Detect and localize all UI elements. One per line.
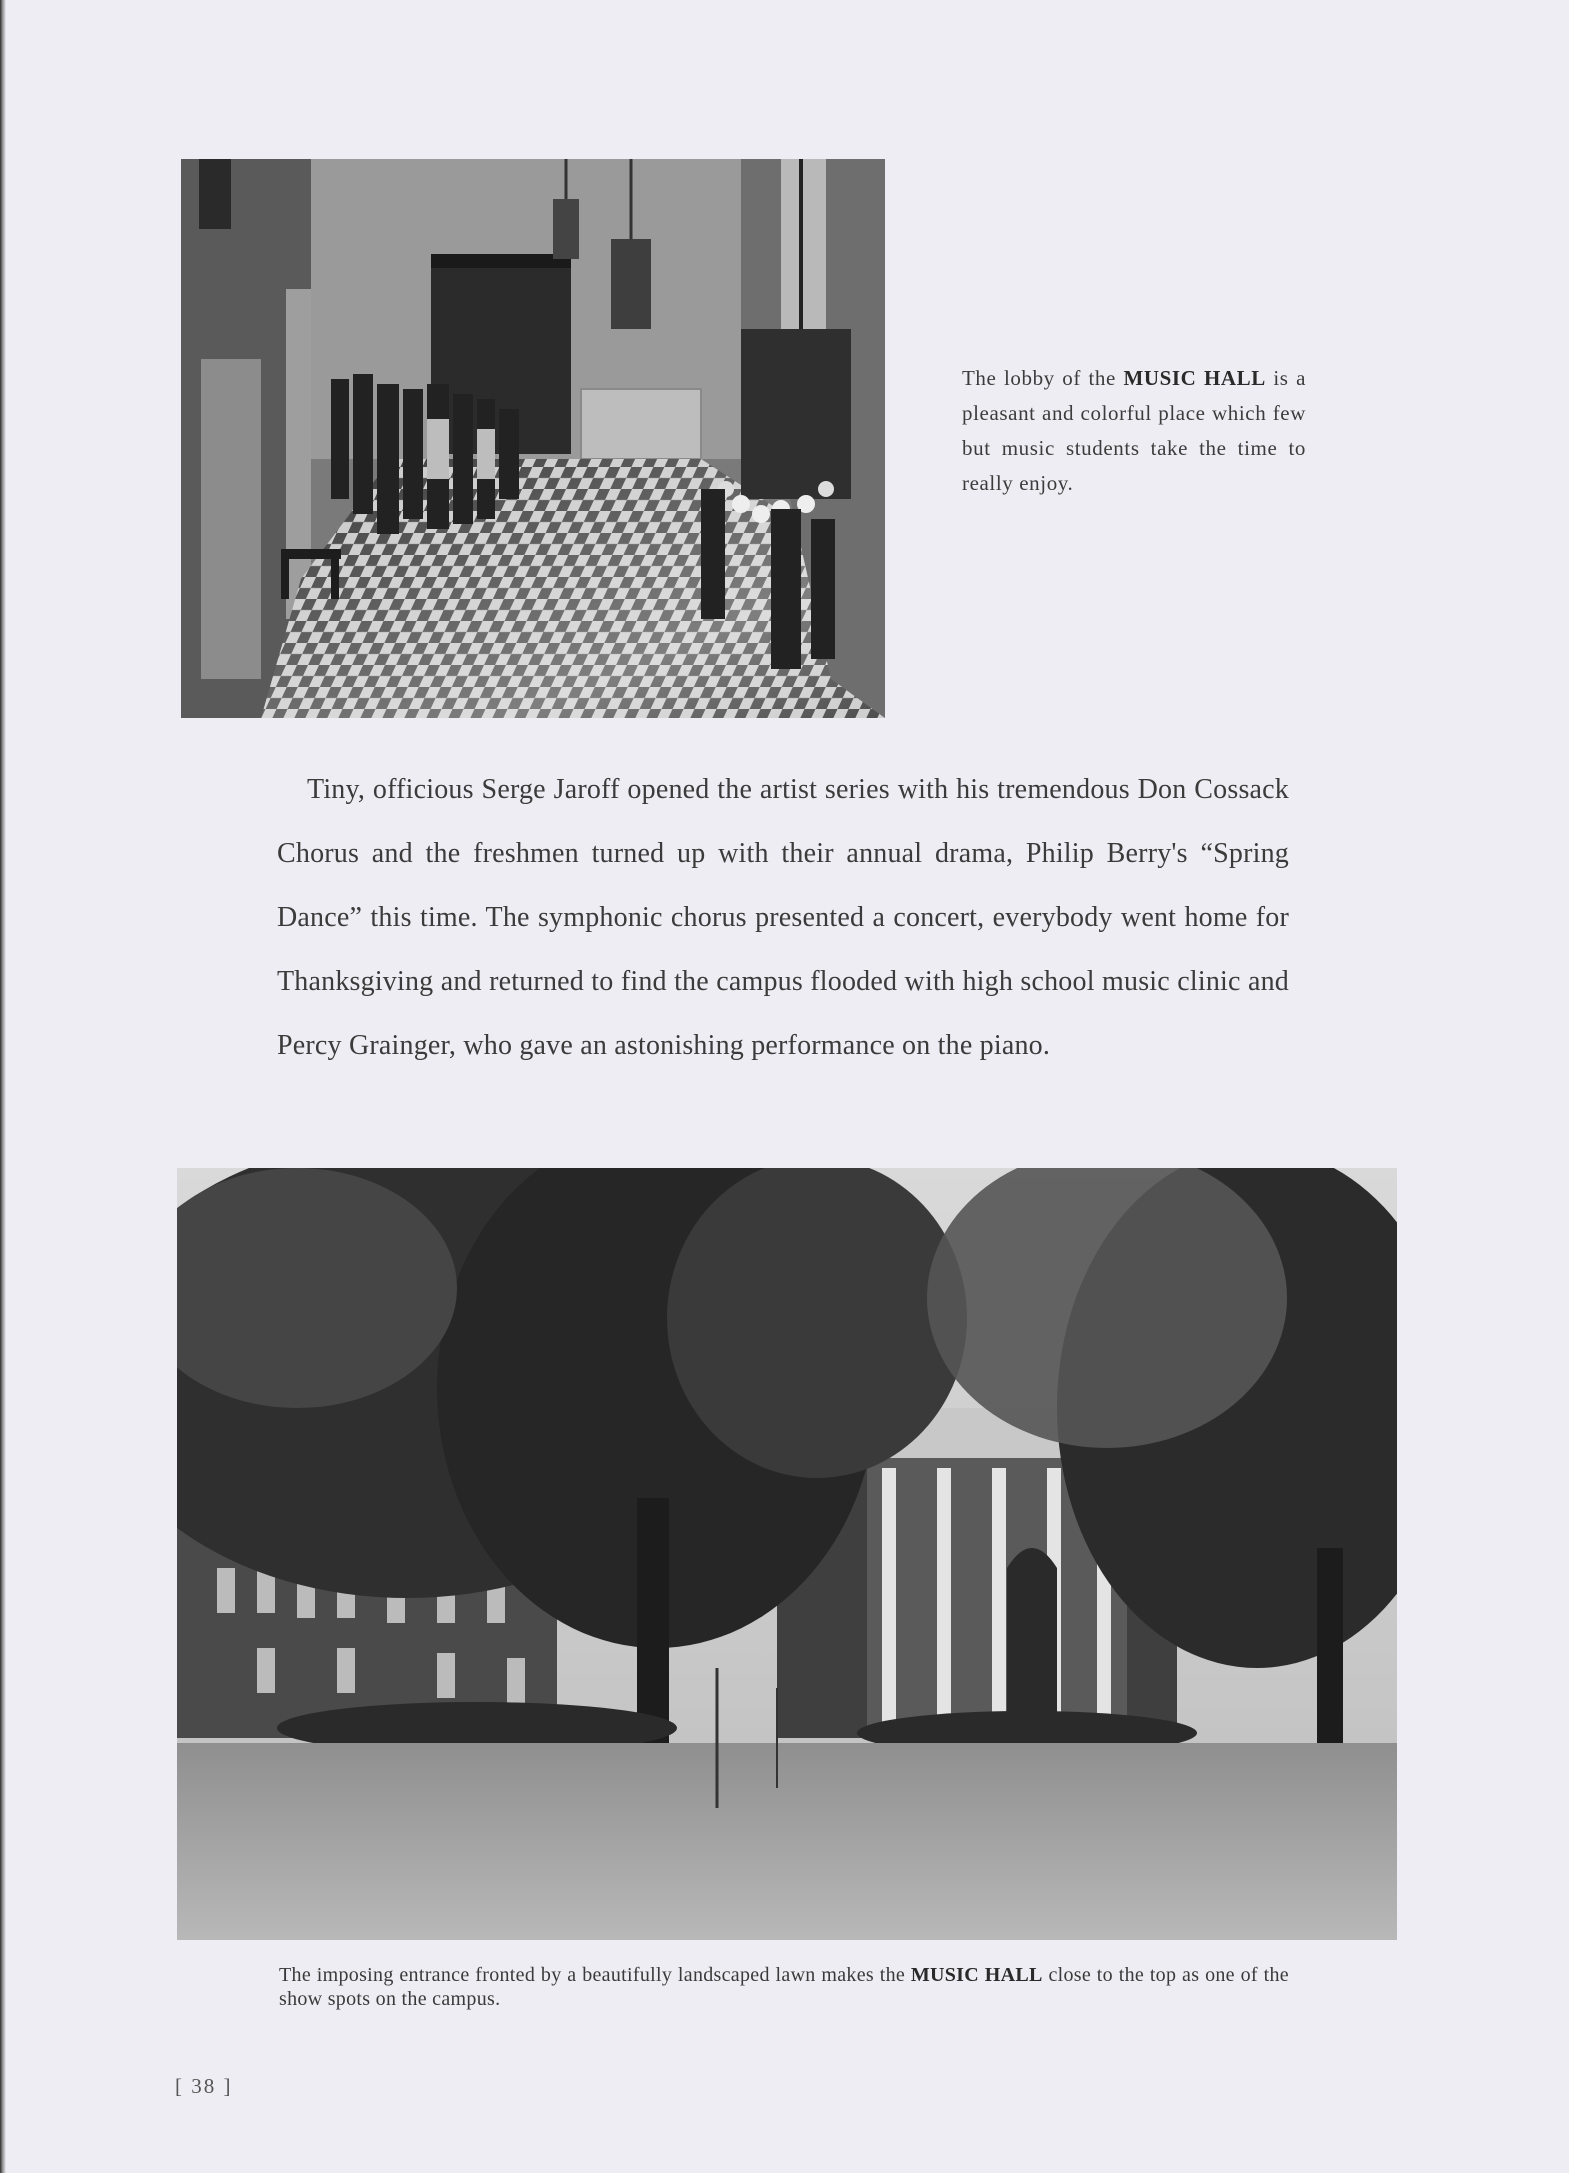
music-hall-caption-emphasis: MUSIC HALL <box>910 1964 1043 1986</box>
music-hall-caption <box>279 1963 1289 2011</box>
lobby-photo-image <box>181 159 885 718</box>
page-number: [ 38 ] <box>175 2074 233 2098</box>
music-hall-exterior-image <box>177 1168 1397 1940</box>
music-hall-caption-lead: The imposing entrance fronted by a beautifully landscaped lawn makes the <box>279 1964 911 1986</box>
music-hall-caption-rest: close to the top as one of the show spots on the campus. <box>279 1964 1289 2010</box>
lobby-caption <box>962 361 1306 501</box>
lobby-photo <box>181 159 885 718</box>
lobby-caption-lead: The lobby of the <box>962 366 1124 390</box>
page-binding-edge <box>0 0 6 2173</box>
lobby-caption-emphasis: MUSIC HALL <box>1123 366 1266 390</box>
lobby-caption-rest: is a pleasant and colorful place which few but music students take the time to really enjoy. <box>962 366 1306 495</box>
body-paragraph: Tiny, officious Serge Jaroff opened the artist series with his tremendous Don Cossack Chorus and the freshmen turned up with their annual drama, Philip Berry's “Spring Dance” this time. The symphonic chorus presented a concert, everybody went home for Thanksgiving and returned to find the campus flooded with high school music clinic and Percy Grainger, who gave an astonishing performance on the piano. <box>277 774 1289 1061</box>
music-hall-exterior-photo <box>177 1168 1397 1940</box>
